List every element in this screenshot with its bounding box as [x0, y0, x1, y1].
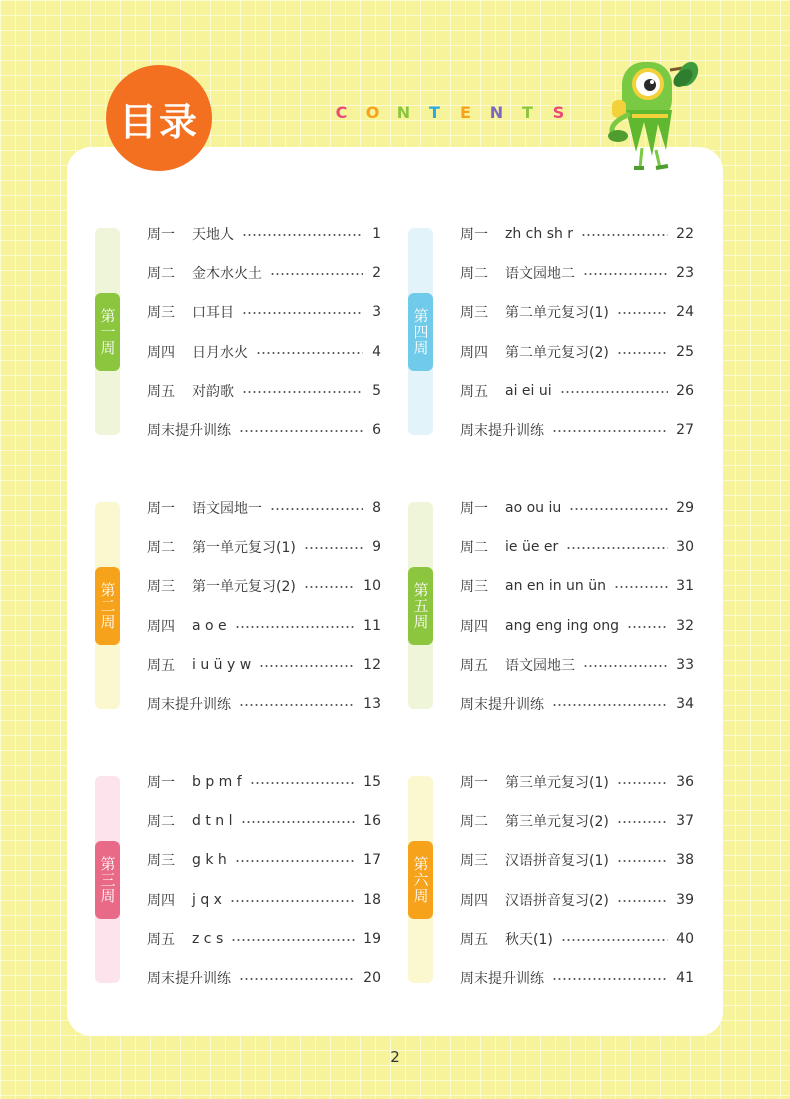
- dot-leader: [569, 508, 668, 510]
- week-section: [95, 776, 415, 986]
- toc-entry[interactable]: [460, 381, 694, 401]
- toc-entry-topic: 语文园地三: [505, 657, 575, 674]
- toc-entry-topic: 第一单元复习(1): [192, 540, 296, 557]
- toc-entry-topic: 金木水火土: [192, 266, 262, 283]
- toc-entry-day: 周末提升训练: [460, 423, 544, 439]
- toc-entry[interactable]: [147, 381, 381, 401]
- week-label: 第三周: [98, 856, 117, 904]
- week-label: 第四周: [411, 308, 430, 356]
- toc-entry-topic: 天地人: [192, 227, 234, 243]
- toc-entry-page: 2: [372, 265, 381, 282]
- dot-leader: [583, 273, 668, 275]
- toc-entry[interactable]: [147, 811, 381, 831]
- toc-entry-topic: 汉语拼音复习(1): [505, 853, 609, 870]
- toc-entry-topic: g k h: [192, 852, 227, 869]
- dot-leader: [235, 860, 355, 862]
- toc-entry-day: 周二: [460, 266, 488, 283]
- toc-entry-topic: i u ü y w: [192, 656, 252, 673]
- toc-entry-page: 37: [676, 813, 694, 830]
- toc-entry-day: 周三: [460, 305, 488, 322]
- toc-entry-page: 24: [676, 304, 694, 321]
- toc-entry-day: 周末提升训练: [147, 697, 231, 713]
- toc-entry-page: 19: [363, 930, 381, 947]
- toc-entry[interactable]: [147, 929, 381, 949]
- toc-entry-page: 8: [372, 500, 381, 516]
- week-label-badge: [95, 841, 120, 919]
- week-label-badge: [95, 567, 120, 645]
- contents-letter: T: [429, 103, 440, 122]
- toc-entry[interactable]: [460, 655, 694, 675]
- week-label: 第二周: [98, 582, 117, 630]
- dot-leader: [617, 860, 668, 862]
- week-label: 第六周: [411, 856, 430, 904]
- dot-leader: [239, 430, 363, 432]
- toc-entry-page: 16: [363, 813, 381, 830]
- dot-leader: [270, 273, 363, 275]
- toc-entry-topic: ai ei ui: [505, 382, 552, 399]
- toc-entry-page: 1: [372, 226, 381, 242]
- toc-entry-day: 周五: [460, 931, 488, 948]
- toc-entry-topic: 日月水火: [192, 344, 248, 361]
- dot-leader: [617, 352, 668, 354]
- toc-entry-day: 周二: [147, 540, 175, 557]
- toc-entry[interactable]: [460, 342, 694, 362]
- contents-letter: E: [460, 103, 471, 122]
- week-label-badge: [408, 293, 433, 371]
- contents-letter: T: [522, 103, 533, 122]
- toc-entry-day: 周二: [460, 814, 488, 831]
- toc-entry[interactable]: [460, 498, 694, 518]
- dot-leader: [561, 939, 668, 941]
- toc-entry-page: 23: [676, 265, 694, 282]
- toc-entry-page: 36: [676, 774, 694, 790]
- toc-entry-day: 周三: [147, 853, 175, 870]
- week-label-badge: [95, 293, 120, 371]
- contents-letter: S: [552, 103, 565, 122]
- dot-leader: [552, 430, 668, 432]
- dot-leader: [583, 665, 668, 667]
- toc-entry-page: 17: [363, 852, 381, 869]
- toc-entry-day: 周五: [147, 931, 175, 948]
- toc-entry-topic: z c s: [192, 930, 224, 947]
- toc-entry-day: 周末提升训练: [460, 697, 544, 713]
- toc-entry-day: 周三: [460, 579, 488, 596]
- toc-entry-topic: 第一单元复习(2): [192, 579, 296, 596]
- toc-entry-topic: ie üe er: [505, 539, 559, 556]
- dot-leader: [242, 312, 363, 314]
- toc-entry-topic: ang eng ing ong: [505, 617, 620, 634]
- week-section: [408, 228, 728, 438]
- toc-entry-day: 周一: [147, 775, 175, 791]
- dot-leader: [552, 704, 668, 706]
- toc-entry-day: 周五: [147, 657, 175, 674]
- toc-entry-topic: 语文园地一: [192, 501, 262, 517]
- toc-entry-topic: 第二单元复习(1): [505, 305, 609, 322]
- toc-entry[interactable]: [460, 224, 694, 244]
- toc-entry-page: 18: [363, 891, 381, 908]
- toc-entry[interactable]: [460, 420, 694, 440]
- toc-entry-page: 26: [676, 382, 694, 399]
- toc-entry[interactable]: [147, 224, 381, 244]
- dot-leader: [250, 782, 355, 784]
- toc-entry[interactable]: [147, 772, 381, 792]
- dot-leader: [581, 234, 668, 236]
- toc-entry-page: 9: [372, 539, 381, 556]
- week-label-badge: [408, 841, 433, 919]
- contents-letter: C: [335, 103, 348, 122]
- toc-entry-topic: 第二单元复习(2): [505, 344, 609, 361]
- week-label-badge: [408, 567, 433, 645]
- toc-entry[interactable]: [460, 811, 694, 831]
- dot-leader: [242, 234, 363, 236]
- toc-entry[interactable]: [147, 968, 381, 988]
- toc-entry-day: 周末提升训练: [460, 971, 544, 987]
- toc-entry[interactable]: [147, 850, 381, 870]
- week-label: 第五周: [411, 582, 430, 630]
- toc-entry-page: 34: [676, 696, 694, 712]
- toc-entry-page: 4: [372, 343, 381, 360]
- week-section: [408, 502, 728, 712]
- toc-entry-day: 周一: [460, 501, 488, 517]
- toc-entry-day: 周二: [147, 814, 175, 831]
- toc-entry-day: 周三: [147, 305, 175, 322]
- toc-entry-day: 周二: [147, 266, 175, 283]
- dot-leader: [552, 978, 668, 980]
- toc-entry-page: 25: [676, 343, 694, 360]
- toc-entry[interactable]: [147, 420, 381, 440]
- dot-leader: [617, 312, 668, 314]
- toc-entry[interactable]: [460, 772, 694, 792]
- dot-leader: [614, 586, 668, 588]
- toc-entry-topic: d t n l: [192, 813, 233, 830]
- toc-entry-page: 10: [363, 578, 381, 595]
- dot-leader: [235, 626, 356, 628]
- toc-entry-topic: j q x: [192, 891, 222, 908]
- toc-entry-page: 5: [372, 382, 381, 399]
- toc-entry-page: 22: [676, 226, 694, 242]
- title-badge: [106, 65, 212, 171]
- toc-entry[interactable]: [460, 850, 694, 870]
- toc-entry-topic: zh ch sh r: [505, 226, 574, 242]
- toc-entry-day: 周四: [460, 344, 488, 361]
- toc-entry[interactable]: [460, 929, 694, 949]
- contents-heading: [326, 103, 574, 122]
- toc-entry-day: 周二: [460, 540, 488, 557]
- toc-entry-day: 周四: [460, 618, 488, 635]
- toc-entry-day: 周四: [460, 892, 488, 909]
- toc-entry-page: 12: [363, 656, 381, 673]
- toc-entry-page: 40: [676, 930, 694, 947]
- week-section: [408, 776, 728, 986]
- page-title: 目录: [118, 99, 199, 144]
- toc-entry[interactable]: [147, 616, 381, 636]
- toc-entry-day: 周四: [147, 892, 175, 909]
- dot-leader: [560, 391, 669, 393]
- dot-leader: [241, 821, 356, 823]
- contents-letter: O: [365, 103, 380, 122]
- dot-leader: [239, 704, 355, 706]
- toc-entry-day: 周四: [147, 618, 175, 635]
- toc-entry[interactable]: [460, 694, 694, 714]
- toc-entry[interactable]: [460, 537, 694, 557]
- toc-entry-topic: b p m f: [192, 774, 242, 790]
- toc-entry-page: 20: [363, 970, 381, 986]
- toc-entry-page: 33: [676, 656, 694, 673]
- dot-leader: [231, 939, 355, 941]
- contents-letter: N: [396, 103, 411, 122]
- toc-entry-page: 41: [676, 970, 694, 986]
- toc-entry-topic: an en in un ün: [505, 578, 606, 595]
- toc-entry-topic: a o e: [192, 617, 227, 634]
- contents-letter: N: [489, 103, 504, 122]
- toc-entry-page: 13: [363, 696, 381, 712]
- dot-leader: [566, 547, 668, 549]
- toc-entry-topic: 口耳目: [192, 305, 234, 322]
- toc-entry[interactable]: [147, 890, 381, 910]
- toc-entry[interactable]: [460, 968, 694, 988]
- toc-entry-day: 周四: [147, 344, 175, 361]
- dot-leader: [304, 586, 355, 588]
- toc-entry[interactable]: [460, 263, 694, 283]
- toc-entry-day: 周五: [460, 657, 488, 674]
- toc-entry-day: 周一: [147, 227, 175, 243]
- dot-leader: [230, 900, 355, 902]
- week-label: 第一周: [98, 308, 117, 356]
- toc-entry[interactable]: [147, 342, 381, 362]
- dot-leader: [259, 665, 355, 667]
- toc-entry-topic: 语文园地二: [505, 266, 575, 283]
- toc-entry[interactable]: [460, 890, 694, 910]
- toc-entry-day: 周末提升训练: [147, 971, 231, 987]
- toc-entry[interactable]: [147, 576, 381, 596]
- mascot-illustration: [592, 52, 704, 176]
- toc-entry-page: 29: [676, 500, 694, 516]
- toc-entry-page: 30: [676, 539, 694, 556]
- toc-entry-page: 3: [372, 304, 381, 321]
- toc-entry[interactable]: [147, 263, 381, 283]
- dot-leader: [242, 391, 363, 393]
- dot-leader: [239, 978, 355, 980]
- toc-entry[interactable]: [147, 655, 381, 675]
- toc-entry-day: 周三: [147, 579, 175, 596]
- toc-entry-day: 周一: [460, 775, 488, 791]
- toc-entry-day: 周一: [460, 227, 488, 243]
- dot-leader: [270, 508, 363, 510]
- toc-entry-page: 15: [363, 774, 381, 790]
- toc-entry-page: 6: [372, 422, 381, 438]
- toc-entry-page: 32: [676, 617, 694, 634]
- toc-entry-topic: 汉语拼音复习(2): [505, 892, 609, 909]
- toc-entry-day: 周三: [460, 853, 488, 870]
- toc-entry-topic: 秋天(1): [505, 931, 553, 948]
- toc-entry-page: 27: [676, 422, 694, 438]
- toc-entry-topic: 第三单元复习(2): [505, 814, 609, 831]
- toc-entry-day: 周一: [147, 501, 175, 517]
- toc-entry-topic: 对韵歌: [192, 383, 234, 400]
- dot-leader: [627, 626, 668, 628]
- toc-entry[interactable]: [147, 694, 381, 714]
- toc-entry-page: 39: [676, 891, 694, 908]
- toc-entry[interactable]: [460, 616, 694, 636]
- week-section: [95, 228, 415, 438]
- toc-entry-page: 38: [676, 852, 694, 869]
- toc-entry-day: 周五: [147, 383, 175, 400]
- dot-leader: [617, 782, 668, 784]
- dot-leader: [617, 821, 668, 823]
- toc-entry[interactable]: [147, 537, 381, 557]
- week-section: [95, 502, 415, 712]
- toc-entry[interactable]: [147, 498, 381, 518]
- toc-entry-day: 周末提升训练: [147, 423, 231, 439]
- dot-leader: [256, 352, 363, 354]
- toc-entry-day: 周五: [460, 383, 488, 400]
- toc-entry-page: 11: [363, 617, 381, 634]
- page-number: 2: [390, 1048, 400, 1066]
- dot-leader: [304, 547, 363, 549]
- toc-entry[interactable]: [460, 576, 694, 596]
- toc-entry[interactable]: [460, 302, 694, 322]
- dot-leader: [617, 900, 668, 902]
- toc-entry-page: 31: [676, 578, 694, 595]
- toc-entry-topic: 第三单元复习(1): [505, 775, 609, 791]
- toc-entry[interactable]: [147, 302, 381, 322]
- toc-entry-topic: ao ou iu: [505, 500, 562, 516]
